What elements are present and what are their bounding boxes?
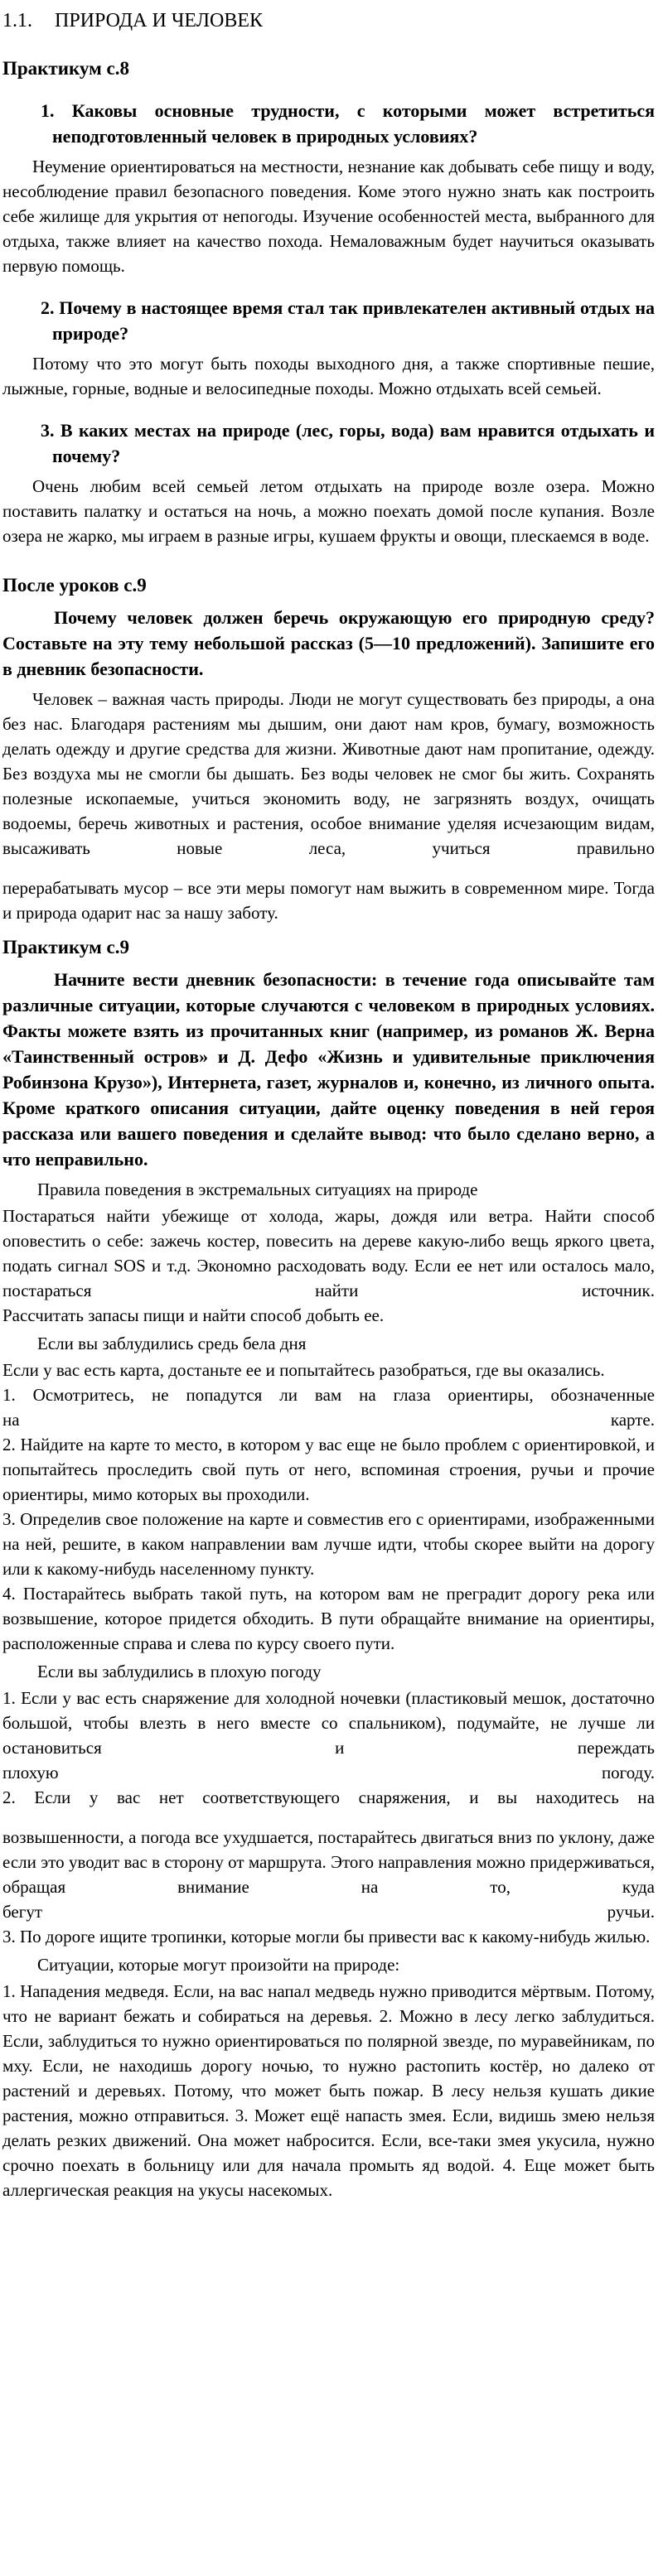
subheading-line: Если вы заблудились средь бела дня [37,1334,307,1353]
paragraph: Человек – важная часть природы. Люди не могут существовать без природы, а она без нас. Благодаря растениям мы дышим, они дают нам кров, бумагу, возможность делать одежду и другие средства для жизни. Животные дают нам пропитание, одежду. Без воздуха мы не смогли бы дышать. Без воды человек не смог бы жить. Сохранять полезные ископаемые, учиться экономить воду, не загрязнять воздух, очищать водоемы, беречь животных и растения, особое внимание уделяя исчезающим видам, высаживать новые леса, учиться правильно [2,689,655,858]
paragraph: 2. Если у вас нет соответствующего снаряжения, и вы находитесь на [2,1787,655,1807]
question: 2. Почему в настоящее время стал так привлекателен активный отдых на природе? [41,297,655,344]
spread-word: плохую [2,1763,59,1782]
spread-word: ручьи. [607,1902,655,1922]
section-title [2,8,655,33]
section-title-text: ПРИРОДА И ЧЕЛОВЕК [55,10,264,31]
spread-line [2,1899,655,1924]
paragraph: Рассчитать запасы пищи и найти способ добыть ее. [2,1305,385,1325]
subheading-line: Правила поведения в экстремальных ситуациях на природе [37,1179,478,1199]
spread-word: источник. [582,1281,655,1300]
bold-task-paragraph: Почему человек должен беречь окружающую его природную среду? Составьте на эту тему небольшой рассказ (5—10 предложений). Запишите его в дневник безопасности. [2,607,655,679]
paragraph: Неумение ориентироваться на местности, незнание как добывать себе пищу и воду, несоблюдение правил безопасного поведения. Коме этого нужно знать как построить себе жилище для укрытия от непогоды. Изучение особенностей места, выбранного для отдыха, также влияет на качество похода. Немаловажным будет научиться оказывать первую помощь. [2,157,655,276]
paragraph: 3. Определив свое положение на карте и совместив его с ориентирами, изображенными на ней, решите, в каком направлении вам лучше идти, чтобы скорее выйти на дорогу или к какому-нибудь населенному пункту. [2,1509,655,1579]
paragraph: 3. По дороге ищите тропинки, которые могли бы привести вас к какому-нибудь жилью. [2,1927,651,1946]
blank-gap [2,548,655,563]
question: 3. В каких местах на природе (лес, горы, вода) вам нравится отдыхать и почему? [41,420,655,466]
spread-word: бегут [2,1902,43,1922]
document-body [2,56,655,2202]
section-heading: Практикум с.8 [2,58,129,79]
paragraph: Очень любим всей семьей летом отдыхать на природе возле озера. Можно поставить палатку и остаться на ночь, а можно поехать домой после купания. Возле озера не жарко, мы играем в разные игры, кушаем фрукты и овощи, плескаемся в воде. [2,476,655,546]
paragraph: Постараться найти убежище от холода, жары, дождя или ветра. Найти способ оповестить о себе: зажечь костер, повесить на дереве какую-либо вещь яркого цвета, подать сигнал SOS и т.д. Экономно расходовать воду. Если ее нет или осталось мало, [2,1206,655,1276]
paragraph: 1. Нападения медведя. Если, на вас напал медведь нужно приводится мёртвым. Потому, что не вариант бежать и собираться на деревья. 2. Можно в лесу легко заблудиться. Если, заблудиться то нужно ориентироваться по полярной звезде, по муравейникам, по мху. Если, не находишь дорогу ночью, то нужно растопить костёр, но далеко от растений и деревьях. Потому, что может быть пожар. В лесу нельзя кушать дикие растения, можно отправиться. 3. Может ещё напасть змея. Если, видишь змею нельзя делать резких движений. Она может набросится. Если, все-таки змея укусила, нужно срочно поехать в больницу или для начала промыть яд водой. 4. Еще может быть аллергическая реакция на укусы насекомых. [2,1981,655,2200]
question: 1. Каковы основные трудности, с которыми может встретиться неподготовленный человек в природных условиях? [41,100,655,147]
blank-gap [2,861,655,876]
spread-word: постараться [2,1281,92,1300]
spread-word: погоду. [601,1763,655,1782]
paragraph: перерабатывать мусор – все эти меры помогут нам выжить в современном мире. Тогда и природа одарит нас за нашу заботу. [2,878,655,923]
section-heading: Практикум с.9 [2,937,129,958]
paragraph: 4. Постарайтесь выбрать такой путь, на котором вам не преградит дорогу река или возвышение, которое придется обходить. В пути обращайте внимание на ориентиры, расположенные справа и слева по курсу своего пути. [2,1584,655,1653]
paragraph: 2. Найдите на карте то место, в котором у вас еще не было проблем с ориентировкой, и попытайтесь проследить свой путь от него, вспоминая строения, ручьи и прочие ориентиры, мимо которых вы проходили. [2,1435,655,1504]
bold-task-paragraph: Начните вести дневник безопасности: в течение года описывайте там различные ситуации, которые случаются с человеком в природных условиях. Факты можете взять из прочитанных книг (например, из романов Ж. Верна «Таинственный остров» и Д. Дефо «Жизнь и удивительные приключения Робинзона Крузо»), Интернета, газет, журналов и, конечно, из личного опыта. Кроме краткого описания ситуации, дайте оценку поведения в ней героя рассказа или вашего поведения и сделайте вывод: что было сделано верно, а что неправильно. [2,969,655,1170]
subheading-line: Ситуации, которые могут произойти на природе: [37,1955,400,1975]
section-heading: После уроков с.9 [2,575,147,596]
spread-line [2,1760,655,1785]
spread-line [2,1407,655,1432]
paragraph: Если у вас есть карта, достаньте ее и попытайтесь разобраться, где вы оказались. [2,1360,605,1380]
subheading-line: Если вы заблудились в плохую погоду [37,1662,322,1681]
paragraph: 1. Если у вас есть снаряжение для холодной ночевки (пластиковый мешок, достаточно большой, чтобы влезть в него вместе со спальником), подумайте, не лучше ли остановиться и переждать [2,1688,655,1758]
paragraph: 1. Осмотритесь, не попадутся ли вам на глаза ориентиры, обозначенные [2,1385,655,1405]
spread-word: на [2,1410,20,1430]
spread-word: найти [315,1281,359,1300]
spread-line [2,1278,655,1303]
paragraph: Потому что это могут быть походы выходного дня, а также спортивные пешие, лыжные, горные, водные и велосипедные походы. Можно отдыхать всей семьей. [2,354,655,398]
spread-word: карте. [610,1410,655,1430]
section-number: 1.1. [2,10,32,31]
paragraph: возвышенности, а погода все ухудшается, постарайтесь двигаться вниз по уклону, даже если это уводит вас в сторону от маршрута. Этого направления можно придерживаться, обращая внимание на то, куда [2,1827,655,1897]
blank-gap [2,1810,655,1825]
